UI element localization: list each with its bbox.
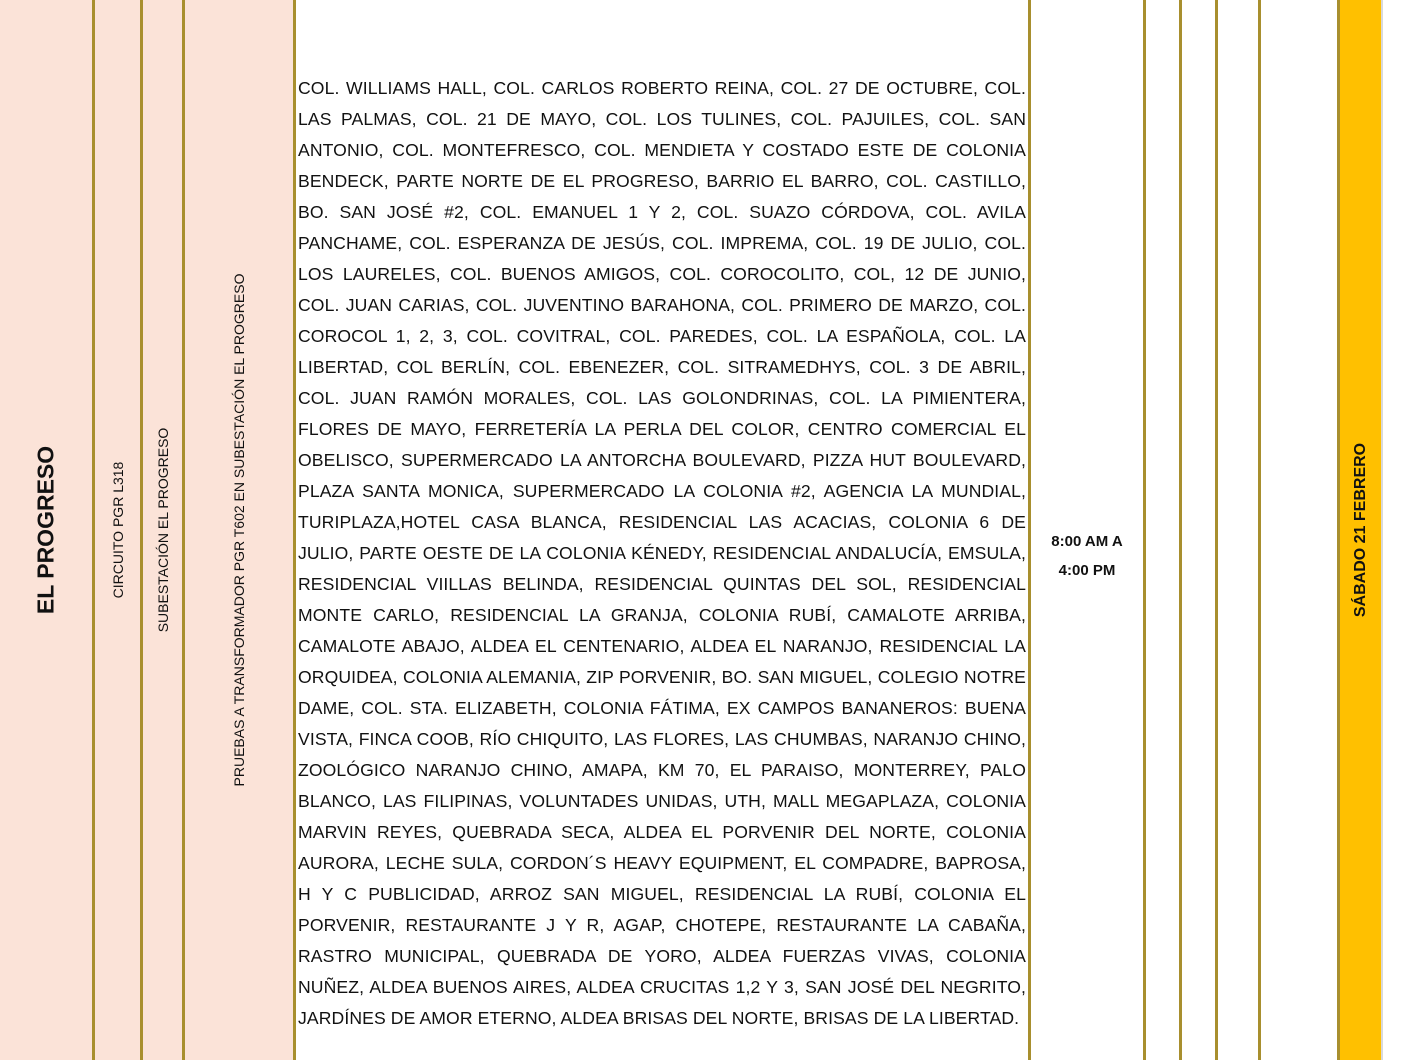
empty-cell-1 — [1146, 0, 1179, 1060]
column-divider — [1028, 0, 1031, 1060]
column-divider — [1215, 0, 1218, 1060]
circuit-cell — [95, 0, 140, 1060]
circuit-label: CIRCUITO PGR L318 — [109, 461, 126, 599]
column-divider — [92, 0, 95, 1060]
work-cell — [185, 0, 293, 1060]
time-cell — [1031, 0, 1143, 1060]
column-divider — [1381, 0, 1383, 1060]
date-label: SÁBADO 21 FEBRERO — [1351, 442, 1369, 618]
zones-cell — [296, 0, 1028, 1060]
substation-label: SUBESTACIÓN EL PROGRESO — [154, 427, 171, 633]
column-divider — [140, 0, 143, 1060]
area-cell — [0, 0, 92, 1060]
area-label: EL PROGRESO — [32, 445, 59, 615]
substation-cell — [143, 0, 182, 1060]
column-divider — [1337, 0, 1340, 1060]
work-description: PRUEBAS A TRANSFORMADOR PGR T602 EN SUBESTACIÓN EL PROGRESO — [231, 273, 247, 787]
time-start: 8:00 AM A — [1051, 533, 1123, 550]
time-end: 4:00 PM — [1058, 562, 1116, 579]
empty-cell-3 — [1218, 0, 1258, 1060]
date-cell — [1340, 0, 1381, 1060]
column-divider — [1179, 0, 1182, 1060]
column-divider — [1258, 0, 1261, 1060]
time-range — [1031, 527, 1143, 585]
empty-cell-5 — [1381, 0, 1423, 1060]
column-divider — [182, 0, 185, 1060]
empty-cell-2 — [1182, 0, 1215, 1060]
column-divider — [293, 0, 296, 1060]
empty-cell-4 — [1261, 0, 1337, 1060]
affected-zones-text: COL. WILLIAMS HALL, COL. CARLOS ROBERTO REINA, COL. 27 DE OCTUBRE, COL. LAS PALMAS, COL. 21 DE MAYO, COL. LOS TULINES, COL. PAJUILES, COL. SAN ANTONIO, COL. MONTEFRESCO, COL. MENDIETA Y COSTADO ESTE DE COLONIA BENDECK, PARTE NORTE DE EL PROGRESO, BARRIO EL BARRO, COL. CASTILLO, BO. SAN JOSÉ #2, COL. EMANUEL 1 Y 2, COL. SUAZO CÓRDOVA, COL. AVILA PANCHAME, COL. ESPERANZA DE JESÚS, COL. IMPREMA, COL. 19 DE JULIO, COL. LOS LAURELES, COL. BUENOS AMIGOS, COL. COROCOLITO, COL, 12 DE JUNIO, COL. JUAN CARIAS, COL. JUVENTINO BARAHONA, COL. PRIMERO DE MARZO, COL. COROCOL 1, 2, 3, COL. COVITRAL, COL. PAREDES, COL. LA ESPAÑOLA, COL. LA LIBERTAD, COL BERLÍN, COL. EBENEZER, COL. SITRAMEDHYS, COL. 3 DE ABRIL, COL. JUAN RAMÓN MORALES, COL. LAS GOLONDRINAS, COL. LA PIMIENTERA, FLORES DE MAYO, FERRETERÍA LA PERLA DEL COLOR, CENTRO COMERCIAL EL OBELISCO, SUPERMERCADO LA ANTORCHA BOULEVARD, PIZZA HUT BOULEVARD, PLAZA SANTA MONICA, SUPERMERCADO LA COLONIA #2, AGENCIA LA MUNDIAL, TURIPLAZA,HOTEL CASA BLANCA, RESIDENCIAL LAS ACACIAS, COLONIA 6 DE JULIO, PARTE OESTE DE LA COLONIA KÉNEDY, RESIDENCIAL ANDALUCÍA, EMSULA, RESIDENCIAL VIILLAS BELINDA, RESIDENCIAL QUINTAS DEL SOL, RESIDENCIAL MONTE CARLO, RESIDENCIAL LA GRANJA, COLONIA RUBÍ, CAMALOTE ARRIBA, CAMALOTE ABAJO, ALDEA EL CENTENARIO, ALDEA EL NARANJO, RESIDENCIAL LA ORQUIDEA, COLONIA ALEMANIA, ZIP PORVENIR, BO. SAN MIGUEL, COLEGIO NOTRE DAME, COL. STA. ELIZABETH, COLONIA FÁTIMA, EX CAMPOS BANANEROS: BUENA VISTA, FINCA COOB, RÍO CHIQUITO, LAS FLORES, LAS CHUMBAS, NARANJO CHINO, ZOOLÓGICO NARANJO CHINO, AMAPA, KM 70, EL PARAISO, MONTERREY, PALO BLANCO, LAS FILIPINAS, VOLUNTADES UNIDAS, UTH, MALL MEGAPLAZA, COLONIA MARVIN REYES, QUEBRADA SECA, ALDEA EL PORVENIR DEL NORTE, COLONIA AURORA, LECHE SULA, CORDON´S HEAVY EQUIPMENT, EL COMPADRE, BAPROSA, H Y C PUBLICIDAD, ARROZ SAN MIGUEL, RESIDENCIAL LA RUBÍ, COLONIA EL PORVENIR, RESTAURANTE J Y R, AGAP, CHOTEPE, RESTAURANTE LA CABAÑA, RASTRO MUNICIPAL, QUEBRADA DE YORO, ALDEA FUERZAS VIVAS, COLONIA NUÑEZ, ALDEA BUENOS AIRES, ALDEA CRUCITAS 1,2 Y 3, SAN JOSÉ DEL NEGRITO, JARDÍNES DE AMOR ETERNO, ALDEA BRISAS DEL NORTE, BRISAS DE LA LIBERTAD. — [298, 78, 1026, 1028]
column-divider — [1143, 0, 1146, 1060]
